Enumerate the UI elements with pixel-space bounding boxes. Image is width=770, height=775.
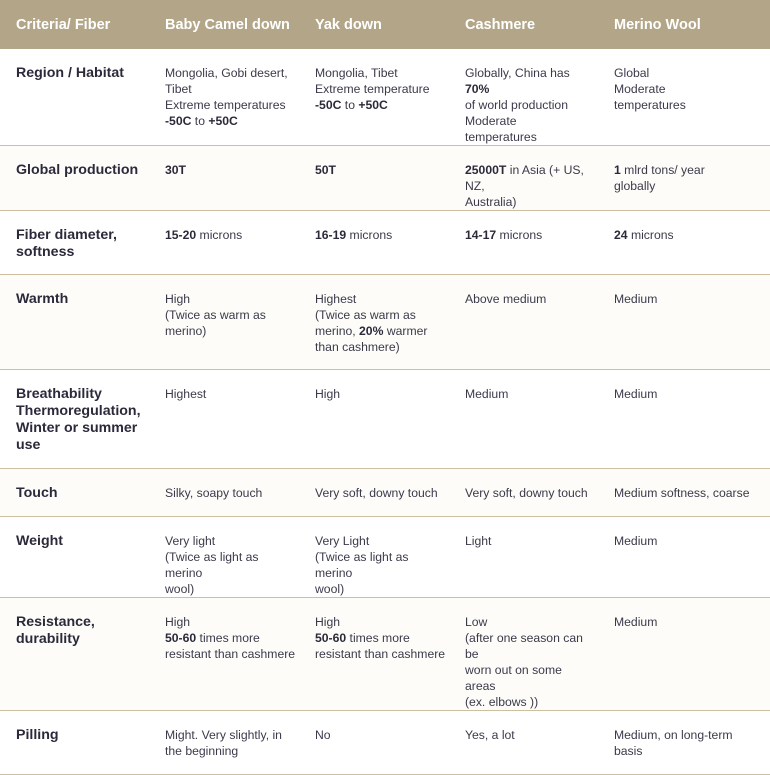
table-row	[0, 146, 770, 211]
header-criteria: Criteria/ Fiber	[0, 0, 150, 49]
baby-camel-down-cell: Highest	[150, 370, 300, 469]
header-row	[0, 0, 770, 49]
cashmere-cell: 14-17 microns	[450, 211, 599, 275]
merino-wool-cell: Medium, on long-term basis	[599, 711, 770, 775]
criteria-cell: Global production	[0, 146, 150, 211]
table-row	[0, 711, 770, 775]
merino-wool-cell: Medium softness, coarse	[599, 469, 770, 517]
yak-down-cell: Mongolia, Tibet Extreme temperature -50C to +50C	[300, 49, 450, 146]
criteria-cell: Warmth	[0, 275, 150, 370]
criteria-cell: Region / Habitat	[0, 49, 150, 146]
cashmere-cell: Low (after one season can be worn out on some areas (ex. elbows ))	[450, 598, 599, 711]
baby-camel-down-cell: Might. Very slightly, in the beginning	[150, 711, 300, 775]
baby-camel-down-cell: 30T	[150, 146, 300, 211]
merino-wool-cell: Medium	[599, 275, 770, 370]
baby-camel-down-cell: High 50-60 times more resistant than cashmere	[150, 598, 300, 711]
merino-wool-cell: Medium	[599, 517, 770, 598]
yak-down-cell: No	[300, 711, 450, 775]
yak-down-cell: 50T	[300, 146, 450, 211]
baby-camel-down-cell: Silky, soapy touch	[150, 469, 300, 517]
yak-down-cell: Highest (Twice as warm as merino, 20% warmer than cashmere)	[300, 275, 450, 370]
table-row	[0, 517, 770, 598]
yak-down-cell: Very soft, downy touch	[300, 469, 450, 517]
header-baby-camel-down: Baby Camel down	[150, 0, 300, 49]
table-row	[0, 469, 770, 517]
table-row	[0, 211, 770, 275]
merino-wool-cell: 1 mlrd tons/ year globally	[599, 146, 770, 211]
yak-down-cell: Very Light (Twice as light as merino wool)	[300, 517, 450, 598]
baby-camel-down-cell: High (Twice as warm as merino)	[150, 275, 300, 370]
yak-down-cell: High	[300, 370, 450, 469]
criteria-cell: Resistance, durability	[0, 598, 150, 711]
table-body	[0, 49, 770, 775]
header-merino-wool: Merino Wool	[599, 0, 770, 49]
table-row	[0, 275, 770, 370]
header-yak-down: Yak down	[300, 0, 450, 49]
baby-camel-down-cell: Very light (Twice as light as merino wool)	[150, 517, 300, 598]
criteria-cell: Weight	[0, 517, 150, 598]
baby-camel-down-cell: Mongolia, Gobi desert, Tibet Extreme temperatures -50C to +50C	[150, 49, 300, 146]
yak-down-cell: 16-19 microns	[300, 211, 450, 275]
criteria-cell: Touch	[0, 469, 150, 517]
cashmere-cell: 25000T in Asia (+ US, NZ, Australia)	[450, 146, 599, 211]
header-cashmere: Cashmere	[450, 0, 599, 49]
criteria-cell: Pilling	[0, 711, 150, 775]
yak-down-cell: High 50-60 times more resistant than cashmere	[300, 598, 450, 711]
merino-wool-cell: Global Moderate temperatures	[599, 49, 770, 146]
table-row	[0, 370, 770, 469]
cashmere-cell: Light	[450, 517, 599, 598]
table-row	[0, 49, 770, 146]
baby-camel-down-cell: 15-20 microns	[150, 211, 300, 275]
merino-wool-cell: Medium	[599, 598, 770, 711]
criteria-cell: Fiber diameter, softness	[0, 211, 150, 275]
table-row	[0, 598, 770, 711]
merino-wool-cell: Medium	[599, 370, 770, 469]
cashmere-cell: Globally, China has 70% of world production Moderate temperatures	[450, 49, 599, 146]
cashmere-cell: Medium	[450, 370, 599, 469]
cashmere-cell: Yes, a lot	[450, 711, 599, 775]
cashmere-cell: Very soft, downy touch	[450, 469, 599, 517]
cashmere-cell: Above medium	[450, 275, 599, 370]
criteria-cell: Breathability Thermoregulation, Winter or summer use	[0, 370, 150, 469]
merino-wool-cell: 24 microns	[599, 211, 770, 275]
